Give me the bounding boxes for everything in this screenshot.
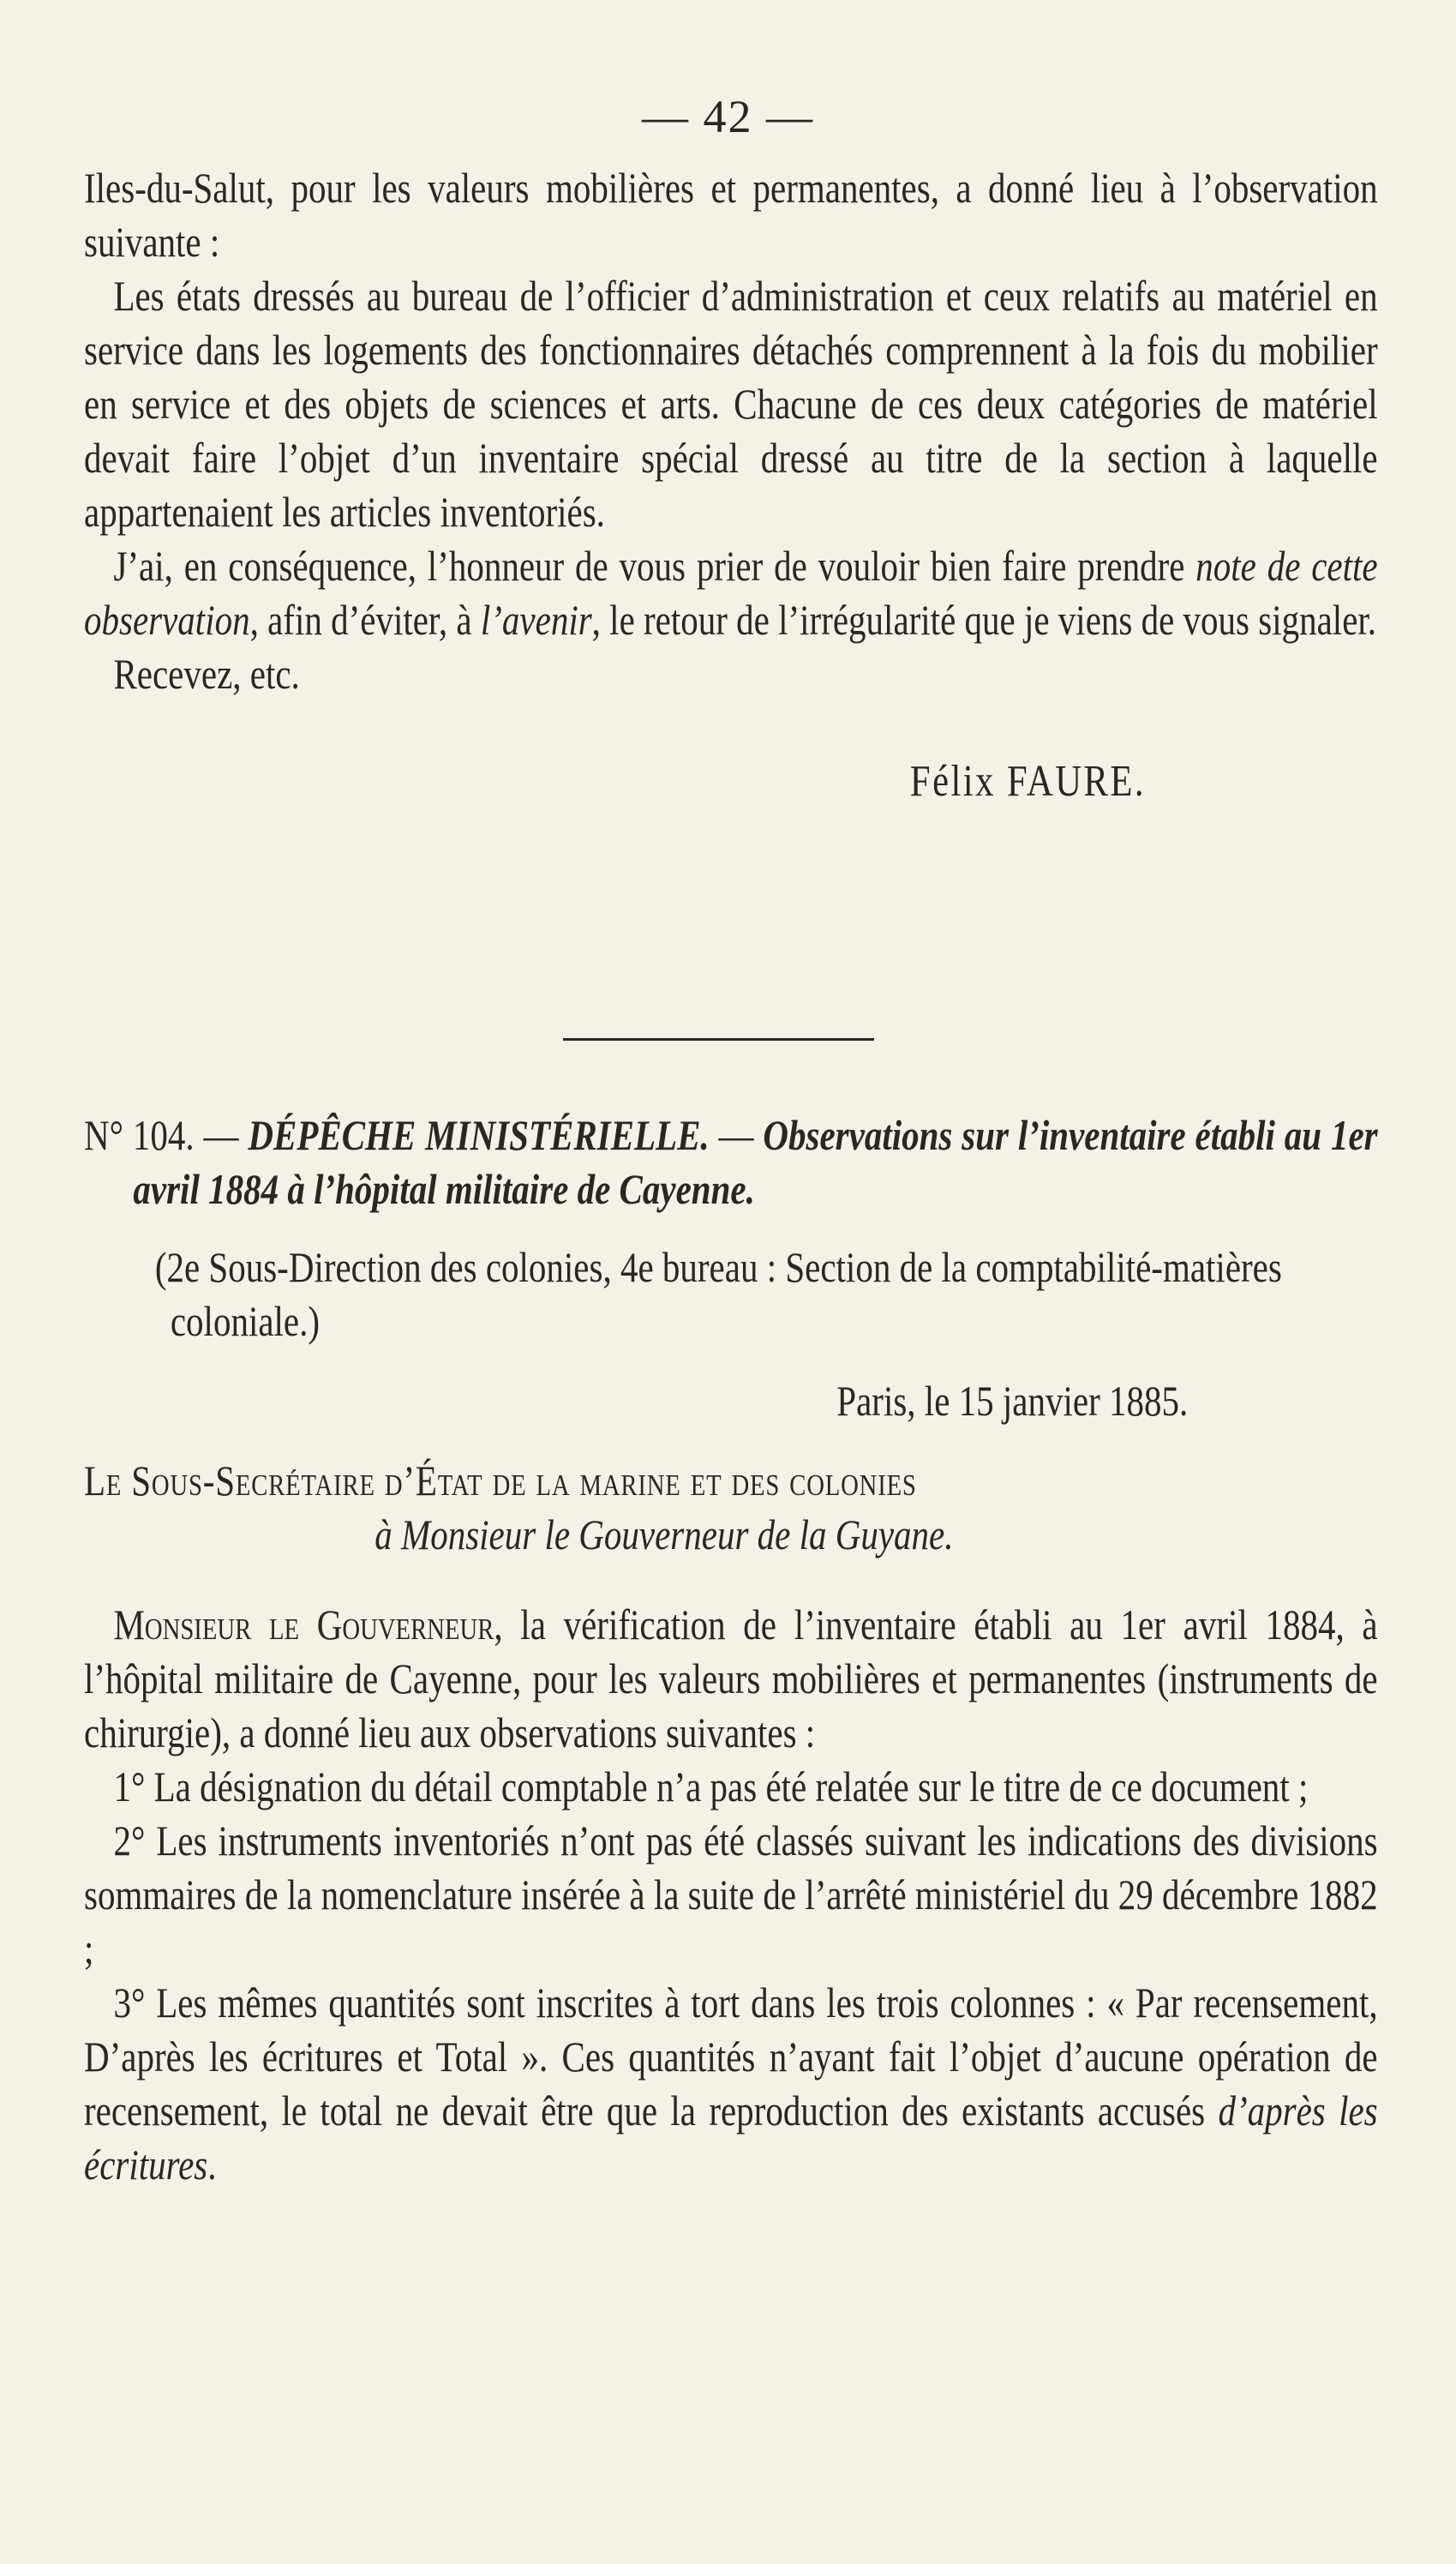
dash: — <box>709 1111 764 1159</box>
separator-rule <box>563 1038 874 1041</box>
text: , la vérification de l’inventaire établi au 1er avril 1884, à l’hôpital militaire de Cayenne, pour les valeurs mobilières et permanentes (instruments de chirurgie), a donné lieu aux observations suivantes : <box>84 1600 1378 1756</box>
signature: Félix FAURE. <box>909 757 1147 806</box>
closing-formula: Recevez, etc. <box>113 650 300 698</box>
list-item: 2° Les instruments inventoriés n’ont pas été classés suivant les indications des divisions sommaires de la nomenclature insérée à la suite de l’arrêté ministériel du 29 décembre 1882 ; <box>84 1816 1378 1973</box>
date-line: Paris, le 15 janvier 1885. <box>836 1377 1189 1425</box>
list-item <box>84 1976 1378 2192</box>
emphasis: l’avenir <box>480 596 592 644</box>
section-1 <box>84 161 1378 808</box>
paragraph: Iles-du-Salut, pour les valeurs mobilières et permanentes, a donné lieu à l’observation suivante : <box>84 164 1378 266</box>
paragraph <box>84 1598 1378 1760</box>
dash: — <box>194 1111 249 1159</box>
paragraph <box>84 539 1378 647</box>
document-title: DÉPÊCHE MINISTÉRIELLE. <box>248 1111 710 1159</box>
document-heading <box>84 1108 1378 1216</box>
salutation: Monsieur le Gouverneur <box>113 1600 494 1648</box>
text: . <box>207 2141 217 2189</box>
document-number: N° 104. <box>84 1111 195 1159</box>
section-2 <box>84 1108 1378 2192</box>
recipient-line: à Monsieur le Gouverneur de la Guyane. <box>374 1510 954 1558</box>
text: , le retour de l’irrégularité que je viens de vous signaler. <box>591 596 1377 644</box>
list-item: 1° La désignation du détail comptable n’a pas été relatée sur le titre de ce document ; <box>113 1762 1309 1810</box>
text: , afin d’éviter, à <box>249 596 481 644</box>
bureau-line: (2e Sous-Direction des colonies, 4e bureau : Section de la comptabilité-matières coloniale.) <box>154 1243 1282 1345</box>
document-subject: Observations sur l’inventaire établi au 1er avril 1884 à l’hôpital militaire de Cayenne. <box>133 1111 1378 1213</box>
sender-line: Le Sous-Secrétaire d’État de la marine et des colonies <box>84 1456 917 1504</box>
page-number: — 42 — <box>642 91 814 142</box>
emphasis: note de cette observation <box>84 542 1378 644</box>
text: 3° Les mêmes quantités sont inscrites à tort dans les trois colonnes : « Par recensement, D’après les écritures et Total ». Ces quantités n’ayant fait l’objet d’aucune opération de recensement, le total ne devait être que la reproduction des existants accusés <box>84 1979 1378 2135</box>
text: J’ai, en conséquence, l’honneur de vous prier de vouloir bien faire prendre <box>113 542 1196 590</box>
paragraph: Les états dressés au bureau de l’officier d’administration et ceux relatifs au matériel en service dans les logements des fonctionnaires détachés comprennent à la fois du mobilier en service et des objets de sciences et arts. Chacune de ces deux catégories de matériel devait faire l’objet d’un inventaire spécial dressé au titre de la section à laquelle appartenaient les articles inventoriés. <box>84 272 1378 536</box>
emphasis: d’après les écritures <box>84 2087 1378 2189</box>
